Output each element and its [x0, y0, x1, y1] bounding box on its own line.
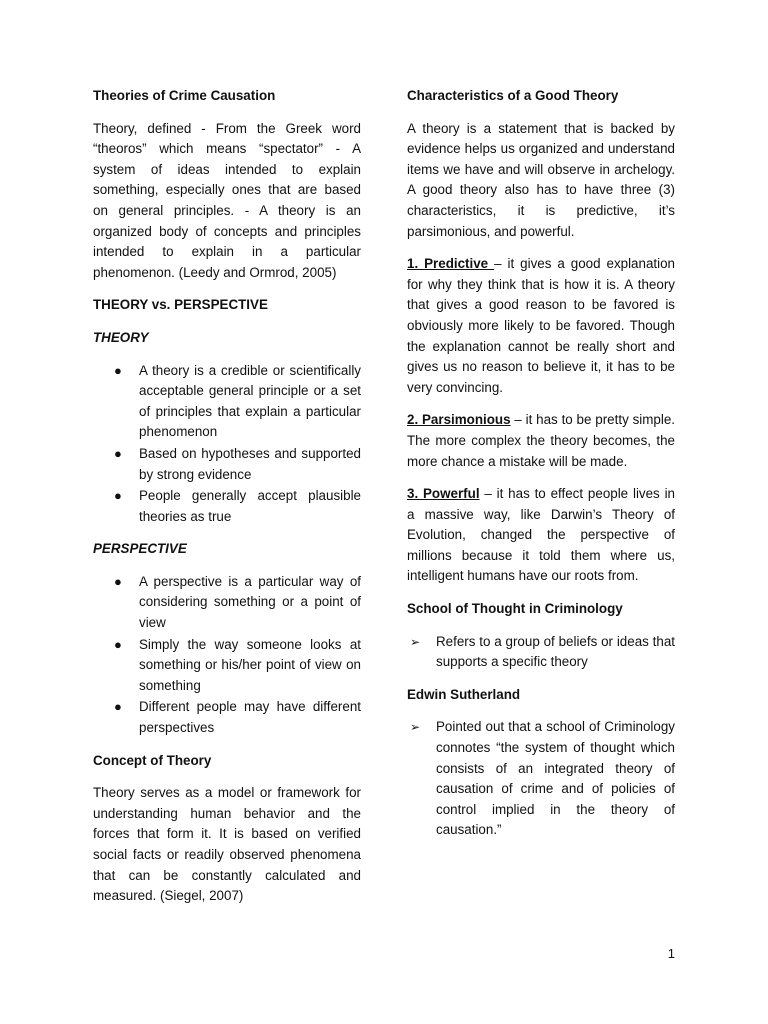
characteristics-intro-paragraph: A theory is a statement that is backed by evidence helps us organized and understand items we have and will observe in archelogy. A good theory also has to have three (3) characteristics, it is predictive, it’s parsimonious, and powerful.	[407, 120, 675, 239]
bullet-icon: ●	[114, 699, 122, 715]
school-arrow-list	[407, 632, 675, 673]
perspective-bullet-list	[93, 572, 361, 739]
arrow-bullet-icon: ➢	[410, 634, 421, 649]
sutherland-arrow-list	[407, 717, 675, 841]
section-title-school-of-thought: School of Thought in Criminology	[407, 601, 623, 617]
characteristic-label: 2. Parsimonious	[407, 412, 511, 428]
section-title-characteristics: Characteristics of a Good Theory	[407, 88, 619, 103]
arrow-bullet-icon: ➢	[410, 720, 421, 735]
subheading-perspective: PERSPECTIVE	[93, 541, 187, 557]
section-title-theory-vs-perspective: THEORY vs. PERSPECTIVE	[93, 297, 268, 313]
bullet-icon: ●	[114, 573, 122, 589]
list-item: ● A perspective is a particular way of considering something or a point of view	[114, 573, 361, 631]
left-column	[93, 86, 361, 919]
list-item: ● Different people may have different perspectives	[114, 699, 361, 736]
bullet-icon: ●	[114, 362, 122, 378]
theory-definition-paragraph: Theory, defined - From the Greek word “theoros” which means “spectator” - A system of ideas intended to explain something, especially ones that are based on general principles. - A theory is an organized body of concepts and principles intended to explain in a particular phenomenon. (Leedy and Ormrod, 2005)	[93, 120, 361, 280]
characteristic-predictive: 1. Predictive – it gives a good explanation for why they think that is how it is. A theory that gives a good reason to be favored is obviously more likely to be favored. Though the explanation cannot be really short and gives us no reason to believe it, it has to be very convincing.	[407, 256, 675, 395]
list-item: ➢ Refers to a group of beliefs or ideas that supports a specific theory	[410, 633, 675, 670]
section-title-theories: Theories of Crime Causation	[93, 88, 276, 103]
bullet-icon: ●	[114, 445, 122, 461]
list-item: ● Simply the way someone looks at something or his/her point of view on something	[114, 636, 361, 693]
characteristic-label: 1. Predictive	[407, 256, 495, 272]
bullet-icon: ●	[114, 636, 122, 652]
list-item: ● A theory is a credible or scientifically acceptable general principle or a set of principles that explain a particular phenomenon	[114, 362, 361, 440]
characteristic-parsimonious: 2. Parsimonious – it has to be pretty simple. The more complex the theory becomes, the more chance a mistake will be made.	[407, 412, 675, 469]
page-number: 1	[667, 946, 675, 961]
list-item: ● Based on hypotheses and supported by strong evidence	[114, 445, 361, 482]
theory-bullet-list	[93, 361, 361, 528]
characteristic-powerful: 3. Powerful – it has to effect people lives in a massive way, like Darwin’s Theory of Evolution, changed the perspective of millions because it told them where us, intelligent humans have our roots from.	[407, 486, 676, 584]
characteristic-label: 3. Powerful	[407, 486, 480, 502]
subheading-theory: THEORY	[93, 329, 149, 345]
list-item: ● People generally accept plausible theories as true	[114, 488, 361, 524]
list-item: ➢ Pointed out that a school of Criminology connotes “the system of thought which consists of an integrated theory of causation of crime and of policies of control implied in the theory of causation.”	[410, 719, 675, 838]
concept-paragraph: Theory serves as a model or framework for understanding human behavior and the forces that form it. It is based on verified social facts or readily observed phenomena that can be constantly calculated and measured. (Siegel, 2007)	[93, 785, 361, 904]
section-title-edwin-sutherland: Edwin Sutherland	[407, 686, 521, 702]
bullet-icon: ●	[114, 488, 122, 504]
section-title-concept-of-theory: Concept of Theory	[93, 752, 212, 768]
right-column	[407, 86, 675, 853]
